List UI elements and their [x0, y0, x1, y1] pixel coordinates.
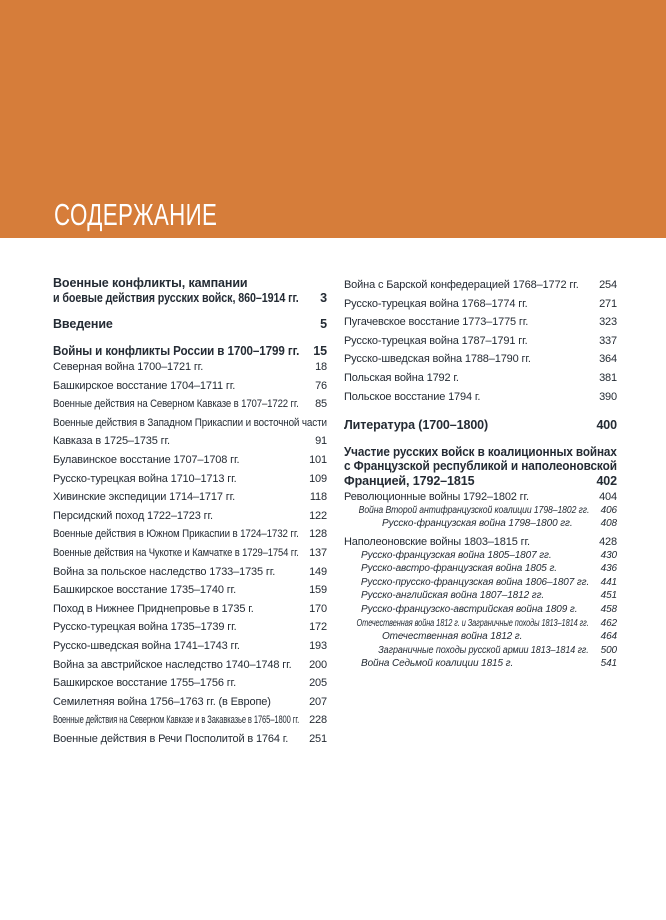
- toc-entry-page: 458: [600, 603, 617, 615]
- toc-entry: [344, 644, 617, 658]
- toc-entry-page: 364: [599, 353, 617, 366]
- toc-entry-label: Военные действия на Северном Кавказе и в Закавказье в 1765–1800 гг.: [53, 714, 300, 727]
- toc-entry-label: Пугачевское восстание 1773–1775 гг.: [344, 316, 529, 329]
- toc-entry-row: [53, 581, 327, 600]
- toc-entry: [53, 581, 327, 600]
- toc-entry-row: [344, 549, 617, 563]
- toc-entry-row: [53, 507, 327, 526]
- toc-entry-row: [53, 432, 327, 451]
- toc-entry-row: [344, 332, 617, 351]
- toc-entry: [344, 445, 617, 489]
- toc-entry-label: Кавказа в 1725–1735 гг.: [53, 435, 170, 448]
- toc-entry-page: 172: [309, 621, 327, 634]
- toc-entry-page: 118: [309, 491, 327, 504]
- toc-entry-page: 251: [309, 732, 327, 745]
- toc-entry-page: 428: [599, 535, 617, 548]
- toc-entry-page: 149: [309, 565, 327, 578]
- toc-entry-label: Литература (1700–1800): [344, 418, 489, 433]
- toc-entry-page: 271: [599, 297, 617, 310]
- toc-entry-page: 85: [315, 398, 327, 411]
- toc-entry-row: [53, 544, 327, 563]
- toc-entry-label: Революционные войны 1792–1802 гг.: [344, 491, 529, 504]
- toc-entry-label: Военные действия в Южном Прикаспии в 1724–1732 гг.: [53, 528, 299, 541]
- toc-entry-label: Введение: [53, 317, 113, 331]
- toc-entry-page: 170: [309, 602, 327, 615]
- toc-entry: [53, 507, 327, 526]
- toc-entry-page: 76: [315, 379, 327, 392]
- toc-entry-page: 207: [309, 695, 327, 708]
- toc-entry: [344, 657, 617, 671]
- toc-entry-label: Русско-французская война 1805–1807 гг.: [361, 549, 552, 561]
- toc-entry-page: 3: [320, 290, 327, 305]
- toc-column-left: [53, 276, 327, 748]
- toc-entry-label: Булавинское восстание 1707–1708 гг.: [53, 453, 240, 466]
- toc-entry-row: [53, 563, 327, 582]
- toc-entry-row: [53, 656, 327, 675]
- toc-entry: [53, 414, 327, 451]
- toc-entry-row: [344, 474, 617, 489]
- toc-entry-row: [53, 525, 327, 544]
- toc-content: [0, 238, 666, 748]
- toc-entry-label: Русско-английская война 1807–1812 гг.: [361, 590, 545, 602]
- toc-entry: [53, 395, 327, 414]
- toc-entry: [344, 549, 617, 563]
- toc-entry-row: [53, 377, 327, 396]
- toc-entry-page: 500: [600, 644, 617, 656]
- toc-entry-row: [53, 693, 327, 712]
- toc-entry-label: Военные действия на Чукотке и Камчатке в 1729–1754 гг.: [53, 546, 299, 559]
- toc-entry-page: 109: [309, 472, 327, 485]
- toc-entry-row: [53, 358, 327, 377]
- toc-entry: [53, 525, 327, 544]
- toc-entry-page: 390: [599, 390, 617, 403]
- toc-entry: [344, 350, 617, 369]
- toc-entry-label: Башкирское восстание 1755–1756 гг.: [53, 677, 236, 690]
- toc-entry-label: Война Седьмой коалиции 1815 г.: [361, 658, 514, 670]
- toc-entry-row: [53, 470, 327, 489]
- toc-entry-page: 323: [599, 316, 617, 329]
- toc-entry-page: 408: [600, 518, 617, 530]
- toc-entry: [53, 377, 327, 396]
- toc-entry-page: 254: [599, 279, 617, 291]
- toc-entry: [53, 730, 327, 749]
- toc-entry-page: 137: [309, 546, 327, 559]
- toc-entry: [53, 711, 327, 730]
- toc-entry-label: Францией, 1792–1815: [344, 473, 475, 488]
- toc-entry: [344, 313, 617, 332]
- toc-entry: [53, 488, 327, 507]
- toc-entry: [344, 369, 617, 388]
- toc-entry: [53, 563, 327, 582]
- toc-entry: [53, 618, 327, 637]
- toc-entry: [53, 276, 327, 305]
- toc-entry-row: [344, 562, 617, 576]
- toc-entry-page: 91: [315, 435, 327, 448]
- toc-entry-row: [53, 414, 327, 433]
- toc-entry-row: [344, 603, 617, 617]
- toc-entry: [344, 332, 617, 351]
- toc-entry-label: Военные конфликты, кампании: [53, 276, 248, 290]
- toc-entry: [53, 317, 327, 332]
- toc-entry-row: [344, 504, 617, 518]
- toc-entry-label: Война за австрийское наследство 1740–1748 гг.: [53, 658, 292, 671]
- toc-entry-label: Русско-шведская война 1741–1743 гг.: [53, 639, 240, 652]
- toc-entry-row: [344, 350, 617, 369]
- toc-entry-page: 400: [596, 418, 617, 433]
- toc-entry-page: 451: [600, 590, 617, 602]
- toc-entry-label: Персидский поход 1722–1723 гг.: [53, 509, 213, 522]
- toc-entry-row: [53, 451, 327, 470]
- toc-entry-label: Война Второй антифранцузской коалиции 1798–1802 гг.: [358, 504, 590, 516]
- toc-entry-label: Отечественная война 1812 г.: [382, 631, 523, 643]
- toc-entry-row: [344, 630, 617, 644]
- toc-entry-page: 15: [313, 343, 327, 358]
- toc-entry: [53, 344, 327, 359]
- toc-entry-label: Отечественная война 1812 г. и Заграничные походы 1813–1814 гг.: [356, 617, 589, 629]
- toc-entry-page: 128: [309, 528, 327, 541]
- toc-entry-label: Русско-прусско-французская война 1806–1807 гг.: [360, 576, 590, 588]
- toc-entry-row: [344, 388, 617, 407]
- toc-entry-row: [344, 418, 617, 433]
- toc-entry-label: Русско-турецкая война 1710–1713 гг.: [53, 472, 237, 485]
- toc-entry-row: [53, 618, 327, 637]
- toc-entry-label: Поход в Нижнее Приднепровье в 1735 г.: [53, 602, 254, 615]
- toc-entry: [344, 418, 617, 433]
- toc-entry-label: Хивинские экспедиции 1714–1717 гг.: [53, 491, 236, 504]
- toc-entry-row: [53, 674, 327, 693]
- toc-entry-label: Заграничные походы русской армии 1813–1814 гг.: [378, 644, 589, 656]
- toc-entry-row: [344, 657, 617, 671]
- toc-entry-label: Военные действия в Западном Прикаспии и восточной части: [53, 416, 327, 429]
- toc-entry-page: 200: [309, 658, 327, 671]
- toc-entry-label: Русско-турецкая война 1787–1791 гг.: [344, 334, 528, 347]
- toc-entry-page: 205: [309, 677, 327, 690]
- toc-entry: [344, 562, 617, 576]
- toc-entry-page: 402: [596, 473, 617, 488]
- toc-entry-row: [53, 730, 327, 749]
- toc-entry-row: [344, 445, 617, 460]
- toc-entry: [53, 674, 327, 693]
- toc-entry-page: 436: [600, 563, 617, 575]
- toc-entry-label: Северная война 1700–1721 гг.: [53, 361, 204, 373]
- toc-entry-row: [344, 617, 617, 631]
- toc-entry: [53, 693, 327, 712]
- toc-entry-row: [53, 344, 327, 359]
- toc-entry: [344, 617, 617, 631]
- toc-entry-label: Семилетняя война 1756–1763 гг. (в Европе): [53, 695, 271, 708]
- toc-entry-page: 464: [600, 631, 617, 643]
- page-title: СОДЕРЖАНИЕ: [54, 197, 218, 232]
- toc-entry-row: [344, 369, 617, 388]
- toc-entry: [344, 589, 617, 603]
- toc-entry-label: с Французской республикой и наполеоновской: [344, 459, 617, 474]
- toc-entry-row: [344, 644, 617, 658]
- toc-entry-row: [344, 589, 617, 603]
- toc-entry: [344, 517, 617, 531]
- toc-entry-row: [344, 313, 617, 332]
- toc-entry: [53, 656, 327, 675]
- toc-entry-page: 122: [309, 509, 327, 522]
- toc-entry-row: [53, 395, 327, 414]
- toc-entry: [344, 388, 617, 407]
- toc-entry-row: [53, 600, 327, 619]
- toc-entry-row: [344, 459, 617, 474]
- toc-entry-page: 430: [600, 549, 617, 561]
- toc-entry-page: 337: [599, 334, 617, 347]
- toc-entry-page: 404: [599, 491, 617, 504]
- toc-entry-page: 18: [315, 361, 327, 373]
- toc-entry-row: [344, 576, 617, 590]
- toc-entry-label: Участие русских войск в коалиционных войнах: [344, 444, 617, 459]
- toc-entry-label: Башкирское восстание 1704–1711 гг.: [53, 379, 236, 392]
- toc-entry: [53, 600, 327, 619]
- toc-entry-page: 193: [309, 639, 327, 652]
- toc-entry-label: Русско-австро-французская война 1805 г.: [361, 563, 557, 575]
- toc-entry: [53, 637, 327, 656]
- toc-entry: [344, 576, 617, 590]
- toc-entry-row: [53, 291, 327, 306]
- toc-entry-row: [53, 637, 327, 656]
- toc-entry-label: Польская война 1792 г.: [344, 371, 459, 384]
- toc-entry: [344, 603, 617, 617]
- toc-entry-page: 101: [309, 453, 327, 466]
- toc-entry-page: 228: [309, 714, 327, 727]
- toc-entry-label: Наполеоновские войны 1803–1815 гг.: [344, 535, 530, 548]
- toc-entry-page: 462: [600, 617, 617, 629]
- toc-entry-label: и боевые действия русских войск, 860–1914 гг.: [53, 290, 299, 305]
- toc-entry: [344, 276, 617, 295]
- toc-entry-row: [53, 317, 327, 332]
- toc-entry: [53, 544, 327, 563]
- toc-entry-label: Русско-французско-австрийская война 1809 г.: [361, 603, 578, 615]
- toc-entry-label: Русско-шведская война 1788–1790 гг.: [344, 353, 531, 366]
- toc-entry: [53, 451, 327, 470]
- toc-entry-label: Башкирское восстание 1735–1740 гг.: [53, 584, 236, 597]
- header-banner: [0, 0, 666, 238]
- toc-entry-label: Война за польское наследство 1733–1735 гг.: [53, 565, 276, 578]
- toc-entry-label: Войны и конфликты России в 1700–1799 гг.: [53, 343, 300, 358]
- toc-entry-label: Военные действия в Речи Посполитой в 1764 г.: [53, 732, 289, 745]
- toc-entry-page: 5: [320, 317, 327, 331]
- toc-entry-row: [53, 276, 327, 291]
- toc-entry-row: [344, 295, 617, 314]
- toc-entry-page: 406: [600, 504, 617, 516]
- toc-entry-row: [53, 488, 327, 507]
- toc-entry-page: 159: [309, 584, 327, 597]
- toc-entry-label: Русско-турецкая война 1768–1774 гг.: [344, 297, 528, 310]
- toc-entry: [53, 358, 327, 377]
- toc-entry-label: Русско-французская война 1798–1800 гг.: [382, 518, 573, 530]
- toc-entry-label: Военные действия на Северном Кавказе в 1707–1722 гг.: [53, 398, 299, 411]
- toc-entry-label: Война с Барской конфедерацией 1768–1772 гг.: [344, 279, 579, 291]
- toc-entry-row: [53, 711, 327, 730]
- toc-entry: [344, 295, 617, 314]
- toc-entry-page: 441: [600, 576, 617, 588]
- toc-entry: [344, 630, 617, 644]
- toc-entry-label: Русско-турецкая война 1735–1739 гг.: [53, 621, 237, 634]
- toc-entry-page: 541: [600, 658, 617, 670]
- toc-entry-row: [344, 276, 617, 295]
- toc-entry-row: [344, 517, 617, 531]
- toc-entry: [53, 470, 327, 489]
- toc-entry: [344, 504, 617, 518]
- toc-entry-label: Польское восстание 1794 г.: [344, 390, 481, 403]
- toc-entry-page: 381: [599, 371, 617, 384]
- toc-column-right: [344, 276, 617, 748]
